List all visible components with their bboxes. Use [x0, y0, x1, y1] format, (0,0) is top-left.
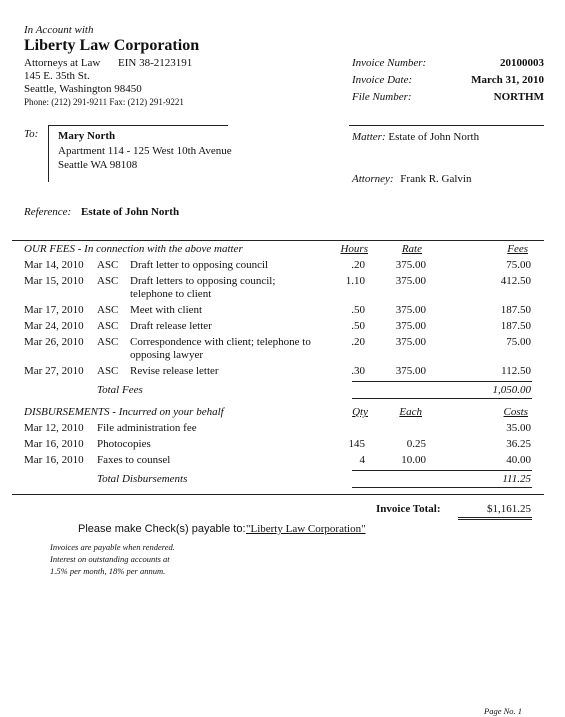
invoice-total-label: Invoice Total:: [376, 503, 441, 515]
terms-line1: Invoices are payable when rendered.: [50, 542, 175, 552]
to-name: Mary North: [58, 130, 116, 142]
to-box-left-border: [48, 125, 49, 182]
fee-amount: 187.50: [500, 304, 531, 316]
invoice-date-label: Invoice Date:: [352, 74, 413, 86]
disbursements-subtotal-rule: [352, 470, 532, 471]
disbursements-heading: [24, 406, 224, 418]
total-fees-label: Total Fees: [97, 384, 143, 396]
fee-description: Revise release letter: [130, 365, 219, 377]
matter-field: [352, 131, 479, 143]
fee-description: Draft letter to opposing council: [130, 259, 269, 271]
fee-date: Mar 27, 2010: [24, 365, 84, 377]
fees-top-rule: [12, 240, 544, 241]
disbursement-description: File administration fee: [97, 422, 197, 434]
fee-amount: 112.50: [501, 365, 531, 377]
fee-code: ASC: [97, 336, 119, 348]
reference-label: Reference:: [24, 206, 72, 218]
disbursement-date: Mar 12, 2010: [24, 422, 84, 434]
fee-date: Mar 17, 2010: [24, 304, 84, 316]
col-hours-header: Hours: [340, 243, 368, 255]
invoice-number-label: Invoice Number:: [352, 57, 427, 69]
terms-line3: 1.5% per month, 18% per annum.: [50, 566, 166, 576]
to-address1: Apartment 114 - 125 West 10th Avenue: [58, 145, 232, 157]
matter-value: Estate of John North: [388, 131, 480, 143]
fee-description: Draft letters to opposing council; telephone to client: [130, 275, 276, 300]
fee-hours: .20: [351, 336, 365, 348]
payable-to-value: "Liberty Law Corporation": [246, 523, 366, 535]
to-address2: Seattle WA 98108: [58, 159, 138, 171]
disbursement-date: Mar 16, 2010: [24, 454, 84, 466]
payable-to-label: Please make Check(s) payable to:: [78, 523, 246, 535]
attorney-field: [352, 173, 472, 185]
fees-heading: [24, 243, 243, 255]
file-number: NORTHM: [493, 91, 544, 103]
matter-label: Matter:: [352, 131, 386, 143]
fee-code: ASC: [97, 365, 119, 377]
total-disbursements-label: Total Disbursements: [97, 473, 188, 485]
fee-hours: .50: [351, 320, 365, 332]
disbursements-subheading: - Incurred on your behalf: [109, 406, 224, 418]
col-fees-header: Fees: [507, 243, 528, 255]
disbursement-each: 10.00: [401, 454, 426, 466]
disbursement-cost: 40.00: [506, 454, 531, 466]
file-number-label: File Number:: [352, 91, 412, 103]
disbursement-cost: 35.00: [506, 422, 531, 434]
firm-city: Seattle, Washington 98450: [24, 83, 142, 95]
fee-hours: .30: [351, 365, 365, 377]
disbursement-description: Photocopies: [97, 438, 151, 450]
attorney-value: Frank R. Galvin: [400, 173, 472, 185]
fees-subtotal-rule: [352, 381, 532, 382]
disbursement-each: 0.25: [406, 438, 426, 450]
total-fees-value: 1,050.00: [492, 384, 531, 396]
fee-code: ASC: [97, 275, 119, 287]
fee-date: Mar 14, 2010: [24, 259, 84, 271]
attorney-label: Attorney:: [352, 173, 394, 185]
fee-date: Mar 24, 2010: [24, 320, 84, 332]
matter-top-border: [349, 125, 544, 126]
fee-date: Mar 15, 2010: [24, 275, 84, 287]
disbursement-cost: 36.25: [506, 438, 531, 450]
firm-name: Liberty Law Corporation: [24, 37, 200, 54]
invoice-total-underline-2: [458, 519, 532, 520]
reference-value: Estate of John North: [81, 206, 180, 218]
fee-amount: 75.00: [506, 336, 531, 348]
in-account-with-label: In Account with: [24, 24, 94, 36]
fee-hours: .20: [351, 259, 365, 271]
disbursement-date: Mar 16, 2010: [24, 438, 84, 450]
fee-code: ASC: [97, 320, 119, 332]
fees-heading-label: OUR FEES: [24, 243, 76, 255]
disbursements-heading-label: DISBURSEMENTS: [24, 406, 110, 418]
page-number: Page No. 1: [484, 706, 523, 716]
terms-line2: Interest on outstanding accounts at: [50, 554, 170, 564]
fees-total-underline: [352, 398, 532, 399]
fee-amount: 75.00: [506, 259, 531, 271]
fee-code: ASC: [97, 259, 119, 271]
fee-rate: 375.00: [395, 320, 426, 332]
disbursements-total-underline: [352, 487, 532, 488]
fee-code: ASC: [97, 304, 119, 316]
disbursement-description: Faxes to counsel: [97, 454, 171, 466]
fees-subheading: - In connection with the above matter: [75, 243, 243, 255]
col-rate-header: Rate: [401, 243, 422, 255]
fee-description: Draft release letter: [130, 320, 212, 332]
invoice-number: 20100003: [500, 57, 544, 69]
disbursement-qty: 4: [359, 454, 365, 466]
disbursement-qty: 145: [348, 438, 365, 450]
col-qty-header: Qty: [352, 406, 368, 418]
firm-line1: Attorneys at Law: [24, 57, 101, 69]
fee-rate: 375.00: [395, 275, 426, 287]
col-each-header: Each: [399, 406, 422, 418]
to-label: To:: [24, 128, 39, 140]
fee-hours: 1.10: [345, 275, 365, 287]
fee-rate: 375.00: [395, 304, 426, 316]
invoice-total-underline-1: [458, 517, 532, 518]
fee-rate: 375.00: [395, 336, 426, 348]
fee-description: Correspondence with client; telephone to opposing lawyer: [130, 336, 311, 361]
firm-phone: Phone: (212) 291-9211 Fax: (212) 291-9221: [24, 97, 184, 107]
to-box-top-border: [48, 125, 228, 126]
invoice-date: March 31, 2010: [471, 74, 544, 86]
section-bottom-rule: [12, 494, 544, 495]
fee-rate: 375.00: [395, 259, 426, 271]
fee-amount: 412.50: [500, 275, 531, 287]
fee-rate: 375.00: [395, 365, 426, 377]
fee-description: Meet with client: [130, 304, 203, 316]
invoice-total-value: $1,161.25: [487, 503, 531, 515]
fee-amount: 187.50: [500, 320, 531, 332]
firm-ein: EIN 38-2123191: [118, 57, 193, 69]
total-disbursements-value: 111.25: [502, 473, 531, 485]
firm-street: 145 E. 35th St.: [24, 70, 90, 82]
col-costs-header: Costs: [503, 406, 528, 418]
fee-date: Mar 26, 2010: [24, 336, 84, 348]
fee-hours: .50: [351, 304, 365, 316]
